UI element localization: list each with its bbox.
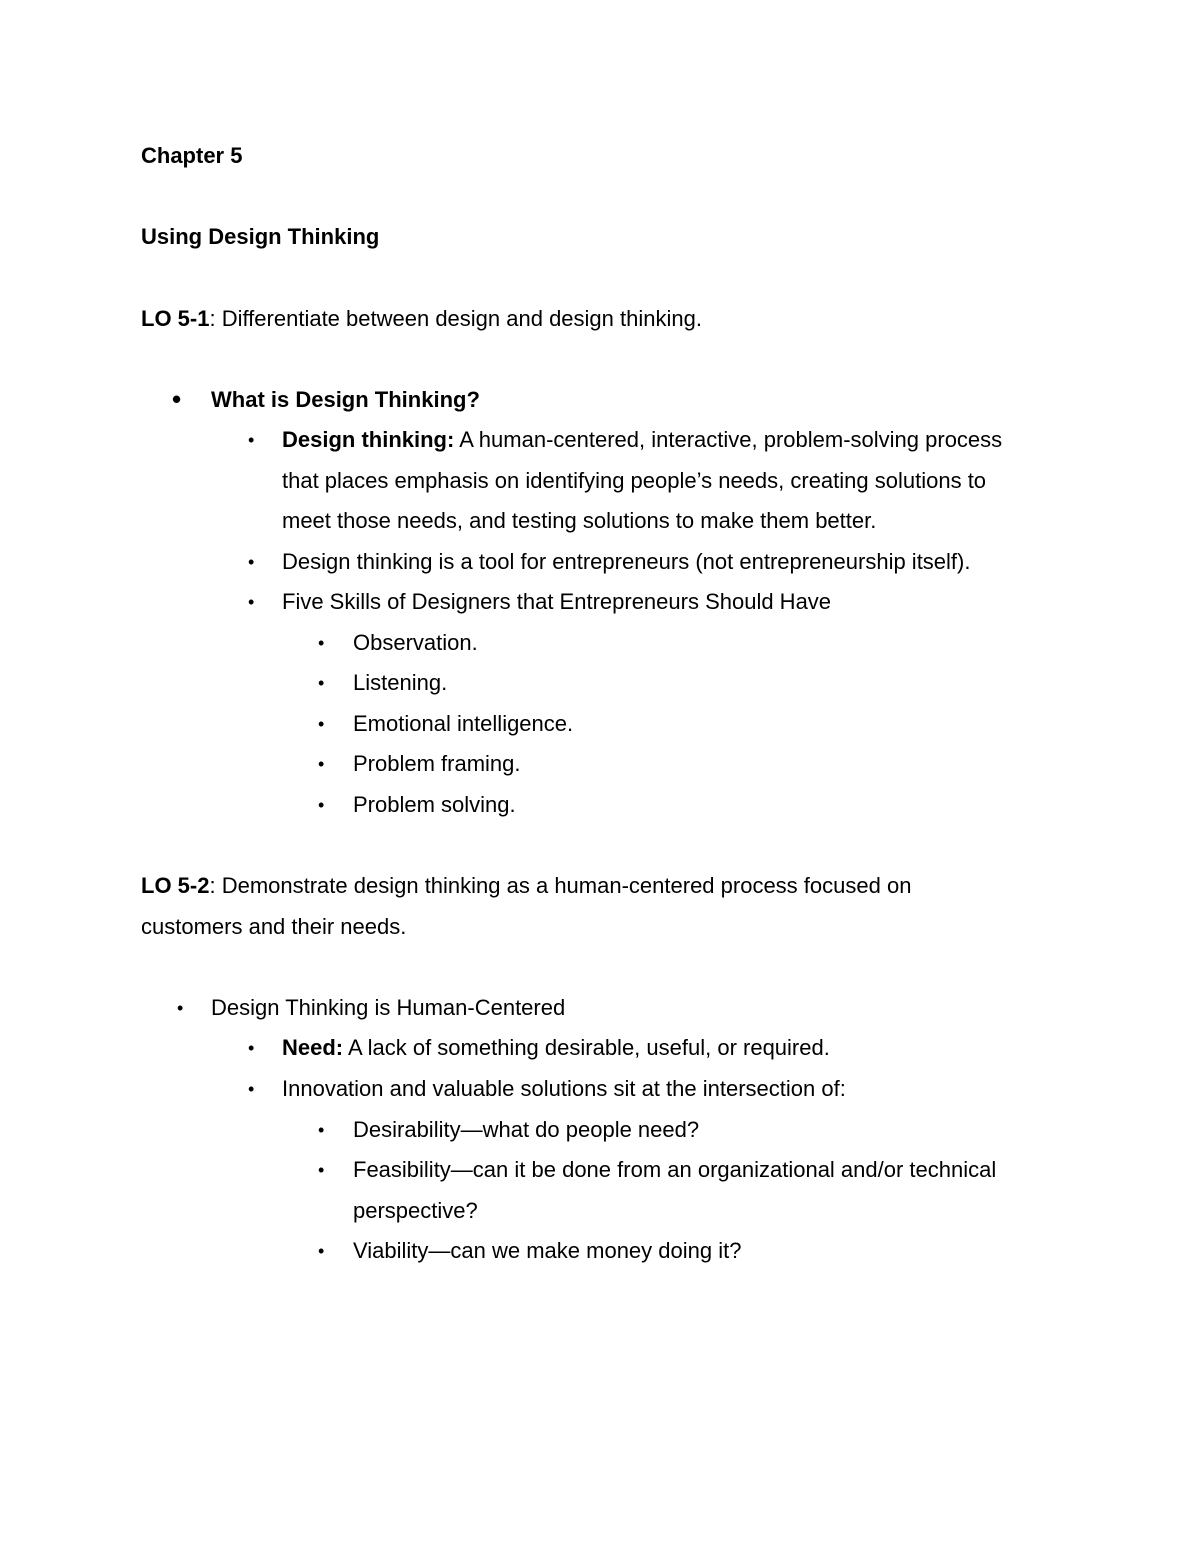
list-item: Emotional intelligence. — [353, 711, 574, 736]
section2-heading: Design Thinking is Human-Centered — [211, 995, 566, 1020]
definition-need — [282, 1035, 830, 1061]
page-title: Using Design Thinking — [141, 224, 380, 249]
bullet-icon: • — [318, 754, 325, 774]
bullet-icon: • — [248, 552, 255, 572]
bullet-icon: • — [248, 592, 255, 612]
bullet-icon: • — [318, 1160, 325, 1180]
learning-objective-1 — [141, 306, 702, 332]
bullet-icon: • — [248, 1038, 255, 1058]
bullet-icon: • — [318, 633, 325, 653]
definition-term: Design thinking: — [282, 427, 455, 452]
need-term: Need: — [282, 1035, 344, 1060]
list-item: Desirability—what do people need? — [353, 1117, 700, 1142]
bullet-icon: • — [318, 714, 325, 734]
bullet-icon: • — [318, 795, 325, 815]
list-item-continuation: perspective? — [353, 1198, 478, 1223]
lo2-line-2: customers and their needs. — [141, 914, 407, 939]
lo2-label: LO 5-2 — [141, 873, 210, 898]
list-item: Problem framing. — [353, 751, 521, 776]
section1-heading: What is Design Thinking? — [211, 387, 480, 412]
chapter-label: Chapter 5 — [141, 143, 243, 168]
bullet-icon: • — [318, 673, 325, 693]
lo1-label: LO 5-1 — [141, 306, 210, 331]
definition-line-1: A human-centered, interactive, problem-solving process — [454, 427, 1003, 452]
bullet-icon: • — [318, 1241, 325, 1261]
bullet-icon: • — [248, 1079, 255, 1099]
need-text: A lack of something desirable, useful, or required. — [343, 1035, 830, 1060]
definition-design-thinking — [282, 427, 1002, 453]
skills-heading: Five Skills of Designers that Entrepreneurs Should Have — [282, 589, 832, 614]
bullet-icon: • — [318, 1120, 325, 1140]
intersection-statement: Innovation and valuable solutions sit at the intersection of: — [282, 1076, 846, 1101]
learning-objective-2 — [141, 873, 911, 899]
bullet-icon: • — [172, 384, 182, 414]
definition-line-2: that places emphasis on identifying people’s needs, creating solutions to — [282, 468, 987, 493]
list-item: Viability—can we make money doing it? — [353, 1238, 742, 1263]
bullet-icon: • — [177, 998, 184, 1018]
list-item: Listening. — [353, 670, 448, 695]
list-item: Feasibility—can it be done from an organizational and/or technical — [353, 1157, 997, 1182]
list-item: Problem solving. — [353, 792, 516, 817]
tool-statement: Design thinking is a tool for entrepreneurs (not entrepreneurship itself). — [282, 549, 971, 574]
definition-line-3: meet those needs, and testing solutions to make them better. — [282, 508, 877, 533]
lo2-line-1: : Demonstrate design thinking as a human-centered process focused on — [209, 873, 912, 898]
lo1-text: : Differentiate between design and design thinking. — [209, 306, 702, 331]
bullet-icon: • — [248, 430, 255, 450]
list-item: Observation. — [353, 630, 478, 655]
